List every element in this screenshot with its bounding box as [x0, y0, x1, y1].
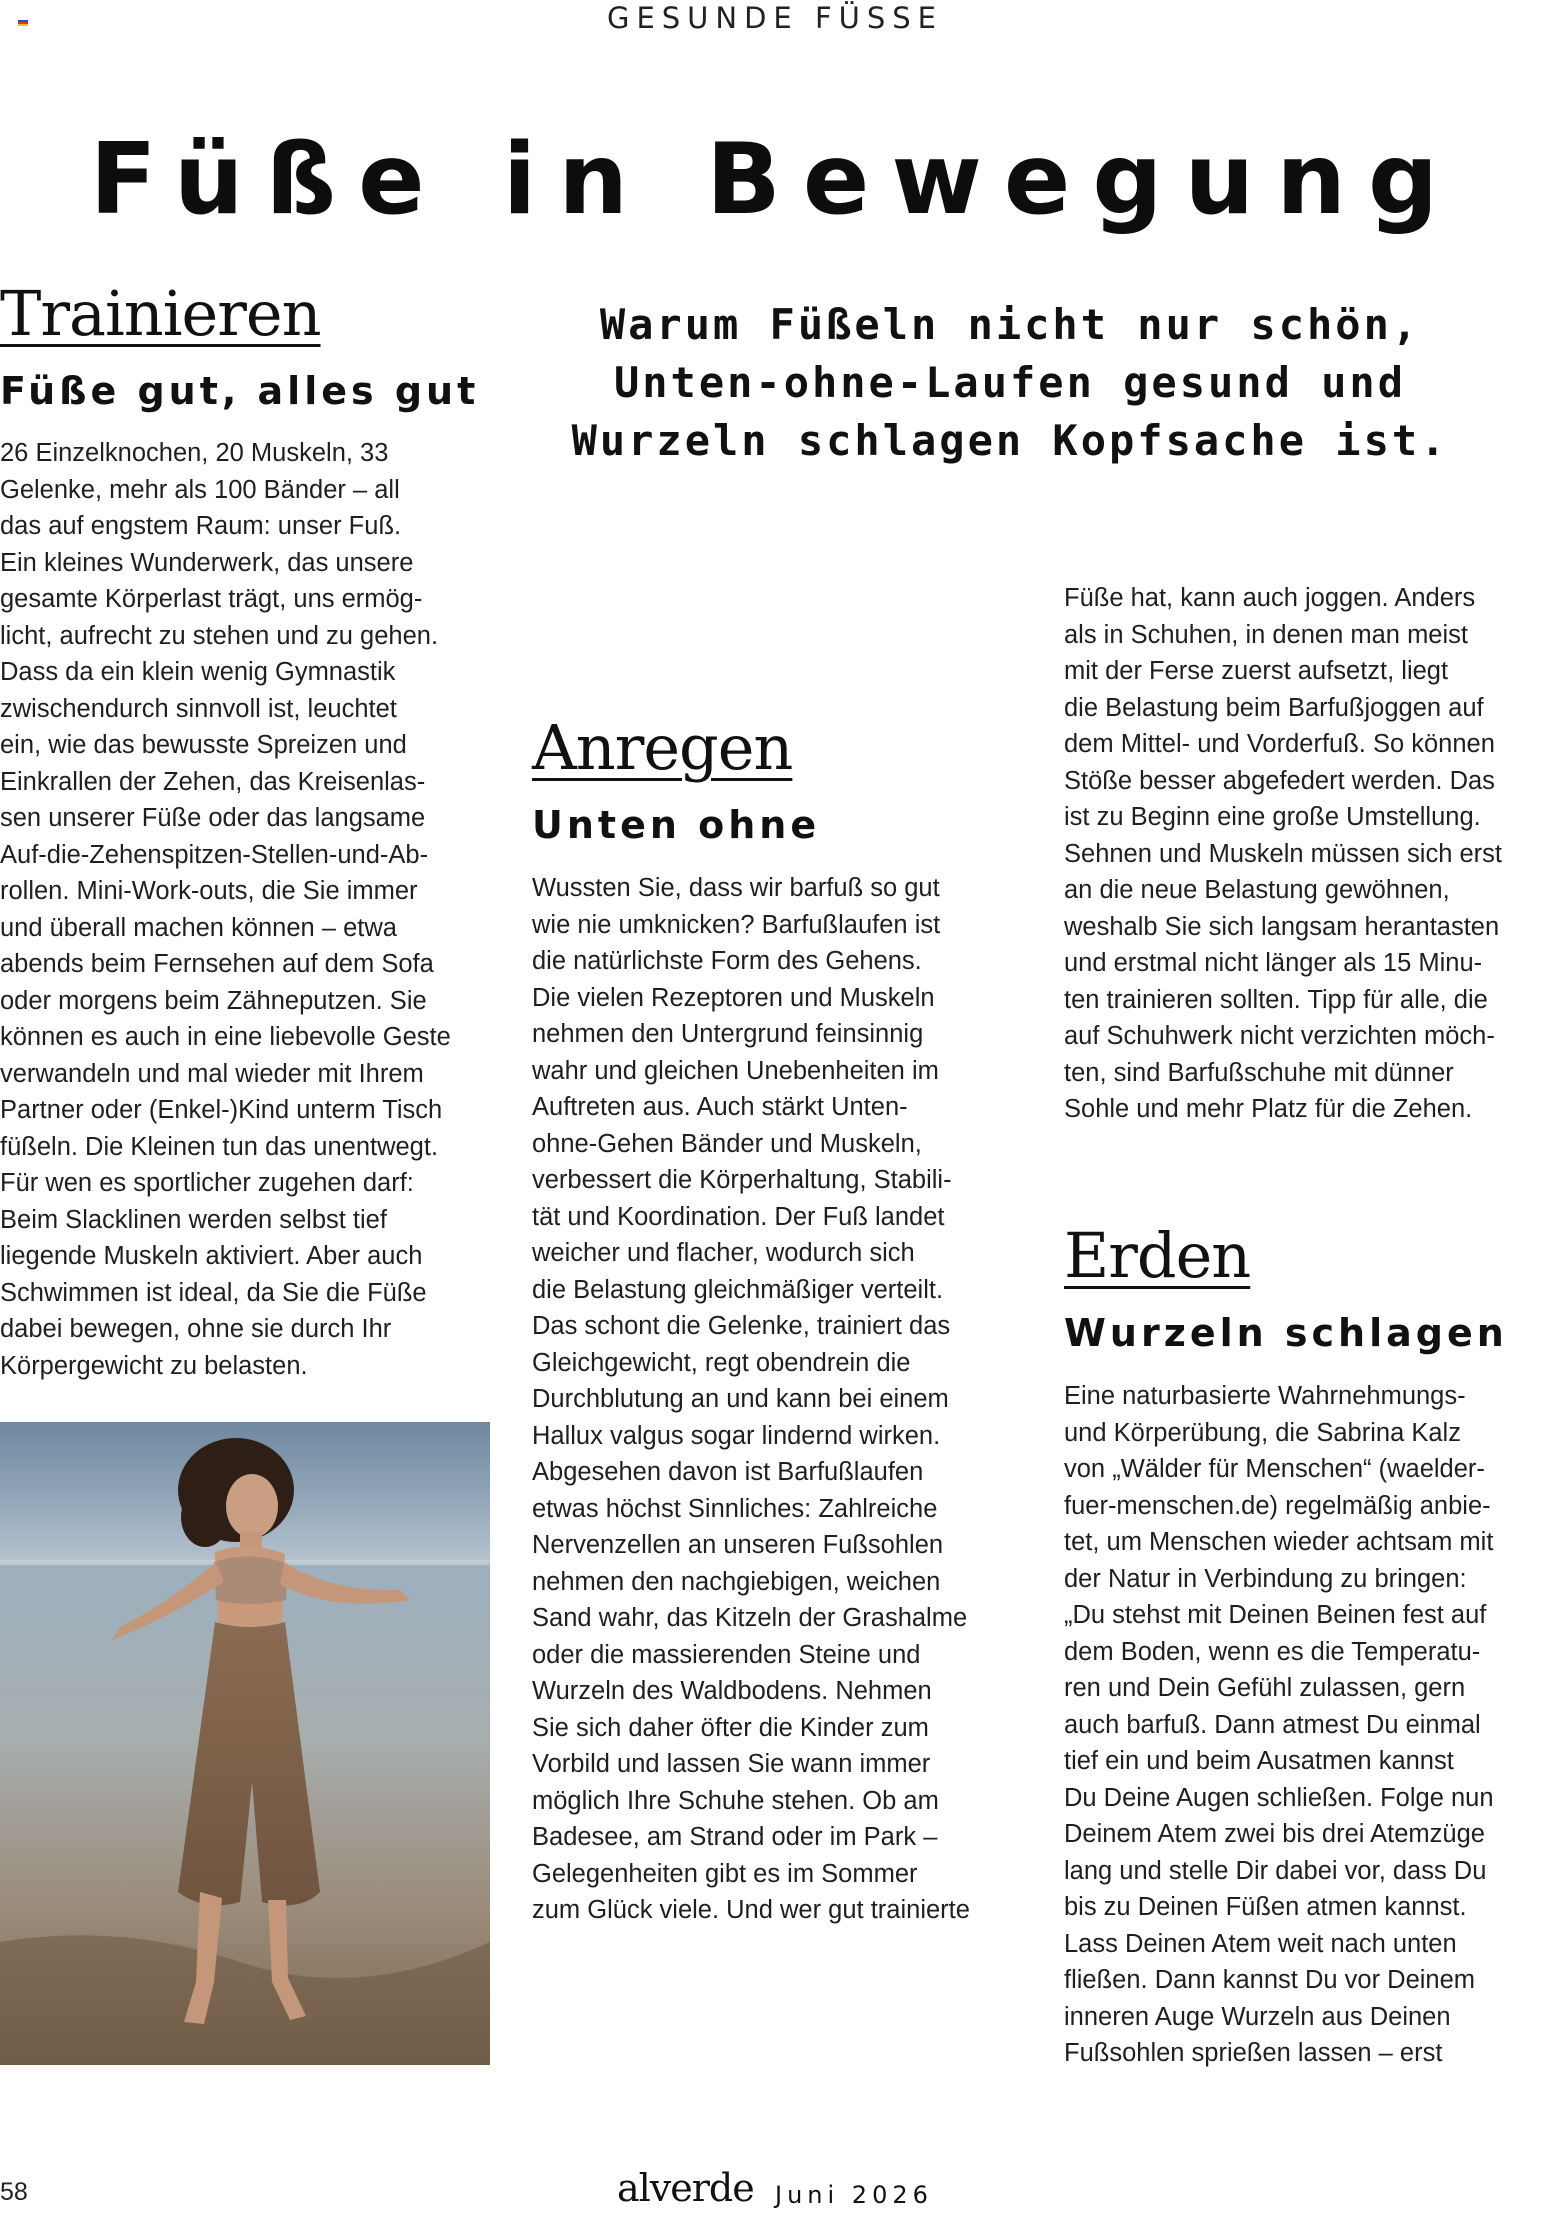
text-line: Sand wahr, das Kitzeln der Grashalme: [532, 1604, 968, 1632]
text-line: zwischendurch sinnvoll ist, leuchtet: [0, 694, 397, 723]
text-line: bis zu Deinen Füßen atmen kannst.: [1064, 1893, 1467, 1921]
text-line: die natürlichste Form des Gehens.: [532, 947, 922, 975]
text-line: Badesee, am Strand oder im Park –: [532, 1823, 938, 1851]
kicker-erden: Erden: [1064, 1219, 1251, 1292]
text-line: Das schont die Gelenke, trainiert das: [532, 1312, 951, 1340]
text-line: dem Mittel- und Vorderfuß. So können: [1064, 730, 1495, 758]
subtitle-line: Wurzeln schlagen Kopfsache ist.: [571, 416, 1449, 465]
text-line: tet, um Menschen wieder achtsam mit: [1064, 1528, 1494, 1556]
text-line: Füße hat, kann auch joggen. Anders: [1064, 584, 1476, 612]
text-line: Lass Deinen Atem weit nach unten: [1064, 1929, 1457, 1958]
text-line: dabei bewegen, ohne sie durch Ihr: [0, 1315, 392, 1343]
text-line: Ein kleines Wunderwerk, das unsere: [0, 548, 414, 577]
text-line: ist zu Beginn eine große Umstellung.: [1064, 803, 1481, 831]
text-line: der Natur in Verbindung zu bringen:: [1064, 1564, 1467, 1593]
text-line: Für wen es sportlicher zugehen darf:: [0, 1169, 414, 1197]
text-line: rollen. Mini-Work-outs, die Sie immer: [0, 877, 418, 905]
headline-unten-ohne: Unten ohne: [532, 803, 821, 847]
text-line: und Körperübung, die Sabrina Kalz: [1064, 1418, 1461, 1447]
subtitle: [560, 296, 1460, 470]
text-line: Wussten Sie, dass wir barfuß so gut: [532, 874, 940, 902]
text-line: Einkrallen der Zehen, das Kreisenlas-: [0, 767, 426, 796]
text-line: fließen. Dann kannst Du vor Deinem: [1064, 1966, 1476, 1994]
text-line: das auf engstem Raum: unser Fuß.: [0, 512, 402, 540]
text-line: Beim Slacklinen werden selbst tief: [0, 1205, 387, 1234]
body-text-continued: [1064, 580, 1502, 1128]
section-label: GESUNDE FÜSSE: [606, 1, 944, 35]
text-line: wie nie umknicken? Barfußlaufen ist: [532, 910, 941, 939]
text-line: die Belastung beim Barfußjoggen auf: [1064, 693, 1484, 722]
body-text-anregen: [532, 870, 970, 1929]
text-line: ren und Dein Gefühl zulassen, gern: [1064, 1674, 1466, 1702]
photo-woman-barefoot-beach: [0, 1422, 490, 2065]
text-line: 26 Einzelknochen, 20 Muskeln, 33: [0, 439, 389, 467]
text-line: als in Schuhen, in denen man meist: [1064, 620, 1468, 649]
text-line: Abgesehen davon ist Barfußlaufen: [532, 1458, 924, 1486]
text-line: füßeln. Die Kleinen tun das unentwegt.: [0, 1132, 439, 1161]
text-line: weshalb Sie sich langsam herantasten: [1064, 912, 1500, 941]
kicker-trainieren: Trainieren: [0, 277, 321, 350]
text-line: Hallux valgus sogar lindernd wirken.: [532, 1421, 941, 1450]
text-line: Vorbild und lassen Sie wann immer: [532, 1750, 931, 1778]
text-line: oder morgens beim Zähneputzen. Sie: [0, 986, 427, 1015]
text-line: zum Glück viele. Und wer gut trainierte: [532, 1896, 970, 1924]
text-line: mit der Ferse zuerst aufsetzt, liegt: [1064, 657, 1449, 685]
body-text-erden: [1064, 1378, 1494, 2072]
text-line: und überall machen können – etwa: [0, 913, 397, 942]
text-line: Stöße besser abgefedert werden. Das: [1064, 766, 1495, 795]
text-line: Sehnen und Muskeln müssen sich erst: [1064, 839, 1502, 868]
text-line: Wurzeln des Waldbodens. Nehmen: [532, 1677, 932, 1705]
text-line: Auftreten aus. Auch stärkt Unten-: [532, 1093, 908, 1121]
subtitle-line: Warum Füßeln nicht nur schön,: [599, 300, 1421, 349]
text-line: lang und stelle Dir dabei vor, dass Du: [1064, 1856, 1487, 1885]
text-line: Sie sich daher öfter die Kinder zum: [532, 1713, 929, 1742]
text-line: ohne-Gehen Bänder und Muskeln,: [532, 1129, 922, 1158]
text-line: nehmen den Untergrund feinsinnig: [532, 1020, 924, 1048]
text-line: Gleichgewicht, regt obendrein die: [532, 1348, 911, 1377]
text-line: etwas höchst Sinnliches: Zahlreiche: [532, 1494, 938, 1523]
text-line: oder die massierenden Steine und: [532, 1640, 921, 1669]
text-line: verwandeln und mal wieder mit Ihrem: [0, 1059, 424, 1088]
text-line: liegende Muskeln aktiviert. Aber auch: [0, 1242, 423, 1270]
text-line: Gelegenheiten gibt es im Sommer: [532, 1859, 918, 1888]
text-line: „Du stehst mit Deinen Beinen fest auf: [1064, 1601, 1487, 1629]
text-line: Durchblutung an und kann bei einem: [532, 1385, 949, 1413]
subtitle-line: Unten-ohne-Laufen gesund und: [613, 358, 1406, 407]
text-line: von „Wälder für Menschen“ (waelder-: [1064, 1455, 1485, 1483]
text-line: Nervenzellen an unseren Fußsohlen: [532, 1531, 944, 1559]
text-line: können es auch in eine liebevolle Geste: [0, 1023, 451, 1051]
text-line: auch barfuß. Dann atmest Du einmal: [1064, 1710, 1481, 1739]
text-line: Schwimmen ist ideal, da Sie die Füße: [0, 1278, 427, 1307]
text-line: auf Schuhwerk nicht verzichten möch-: [1064, 1022, 1495, 1050]
text-line: weicher und flacher, wodurch sich: [532, 1239, 915, 1267]
text-line: möglich Ihre Schuhe stehen. Ob am: [532, 1786, 939, 1815]
text-line: die Belastung gleichmäßiger verteilt.: [532, 1275, 944, 1304]
text-line: Dass da ein klein wenig Gymnastik: [0, 658, 396, 686]
text-line: Eine naturbasierte Wahrnehmungs-: [1064, 1382, 1466, 1410]
text-line: Auf-die-Zehenspitzen-Stellen-und-Ab-: [0, 840, 429, 869]
text-line: wahr und gleichen Unebenheiten im: [532, 1056, 939, 1085]
text-line: Die vielen Rezeptoren und Muskeln: [532, 983, 935, 1012]
page-title: Füße in Bewegung: [89, 123, 1461, 237]
text-line: verbessert die Körperhaltung, Stabili-: [532, 1166, 952, 1194]
text-line: Sohle und mehr Platz für die Zehen.: [1064, 1095, 1473, 1123]
text-line: an die neue Belastung gewöhnen,: [1064, 876, 1450, 904]
text-line: tief ein und beim Ausatmen kannst: [1064, 1747, 1454, 1775]
text-line: fuer-menschen.de) regelmäßig anbie-: [1064, 1491, 1491, 1520]
text-line: licht, aufrecht zu stehen und zu gehen.: [0, 621, 439, 650]
issue-date: Juni 2026: [775, 2181, 933, 2209]
text-line: inneren Auge Wurzeln aus Deinen: [1064, 2002, 1451, 2031]
headline-wurzeln-schlagen: Wurzeln schlagen: [1064, 1311, 1508, 1355]
text-line: sen unserer Füße oder das langsame: [0, 804, 426, 832]
text-line: Körpergewicht zu belasten.: [0, 1351, 308, 1380]
text-line: und erstmal nicht länger als 15 Minu-: [1064, 949, 1483, 977]
text-line: Gelenke, mehr als 100 Bänder – all: [0, 475, 400, 504]
text-line: Deinem Atem zwei bis drei Atemzüge: [1064, 1820, 1485, 1848]
brand-logo: alverde: [617, 2166, 754, 2210]
page-number: 58: [0, 2178, 28, 2206]
kicker-anregen: Anregen: [532, 711, 793, 784]
text-line: tät und Koordination. Der Fuß landet: [532, 1202, 945, 1231]
text-line: ten, sind Barfußschuhe mit dünner: [1064, 1058, 1454, 1087]
text-line: gesamte Körperlast trägt, uns ermög-: [0, 585, 423, 613]
text-line: abends beim Fernsehen auf dem Sofa: [0, 950, 434, 978]
headline-fuesse-gut: Füße gut, alles gut: [0, 369, 480, 413]
text-line: ten trainieren sollten. Tipp für alle, die: [1064, 985, 1488, 1014]
text-line: Partner oder (Enkel-)Kind unterm Tisch: [0, 1096, 443, 1124]
body-text-trainieren: [0, 435, 451, 1384]
text-line: dem Boden, wenn es die Temperatu-: [1064, 1637, 1481, 1666]
text-line: Fußsohlen sprießen lassen – erst: [1064, 2039, 1443, 2067]
text-line: nehmen den nachgiebigen, weichen: [532, 1567, 941, 1596]
text-line: Du Deine Augen schließen. Folge nun: [1064, 1783, 1494, 1812]
text-line: ein, wie das bewusste Spreizen und: [0, 731, 407, 759]
